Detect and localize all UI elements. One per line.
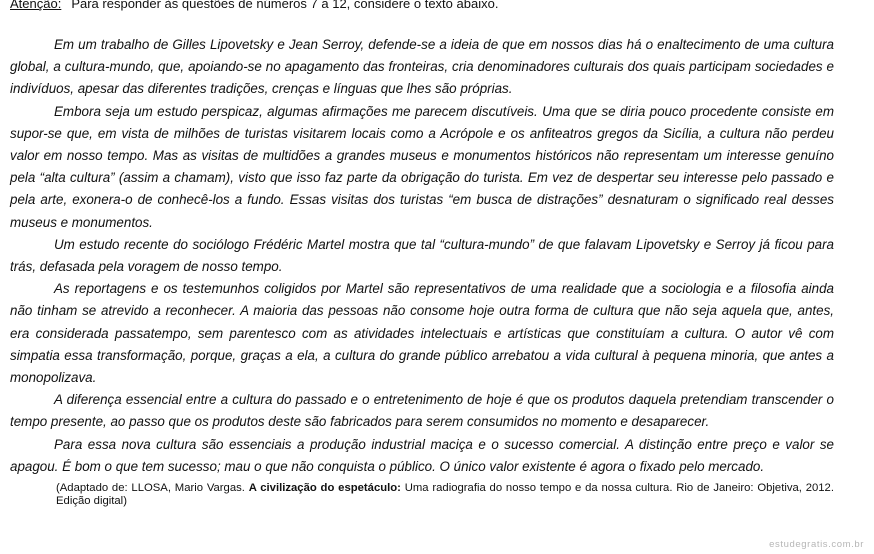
citation-prefix: (Adaptado de: LLOSA, Mario Vargas. xyxy=(56,482,249,495)
instruction-header xyxy=(10,0,834,12)
paragraph: Embora seja um estudo perspicaz, algumas afirmações me parecem discutíveis. Uma que se diria pouco procedente consiste em supor-se que, em vista de milhões de turistas visitarem locais como a Acrópole e os anfiteatros gregos da Sicília, a cultura não perdeu valor em nosso tempo. Mas as visitas de multidões a grandes museus e monumentos históricos não representam um interesse genuíno pela “alta cultura” (assim a chamam), visto que isso faz parte da obrigação do turista. Em vez de despertar seu interesse pelo passado e pela arte, exonera-o de conhecê-los a fundo. Essas visitas dos turistas “em busca de distrações” desnaturam o significado real desses museus e monumentos. xyxy=(10,103,834,230)
citation-book-title: A civilização do espetáculo: xyxy=(248,482,401,495)
citation-suffix: Uma radiografia do nosso tempo e da nossa cultura. Rio de Janeiro: Objetiva, 2012. Edição digital) xyxy=(56,482,834,508)
document-page xyxy=(10,0,834,509)
source-citation xyxy=(56,482,834,509)
instruction-text: Para responder às questões de números 7 a 12, considere o texto abaixo. xyxy=(71,0,499,11)
paragraph: Para essa nova cultura são essenciais a produção industrial maciça e o sucesso comercial. A distinção entre preço e valor se apagou. É bom o que tem sucesso; mau o que não conquista o público. O único valor existente é agora o fixado pelo mercado. xyxy=(10,436,834,474)
attention-label: Atenção: xyxy=(10,0,62,11)
paragraph: Um estudo recente do sociólogo Frédéric Martel mostra que tal “cultura-mundo” de que falavam Lipovetsky e Serroy já ficou para trás, defasada pela voragem de nosso tempo. xyxy=(10,236,834,275)
reading-text xyxy=(10,34,834,478)
paragraph: A diferença essencial entre a cultura do passado e o entretenimento de hoje é que os produtos daquela pretendiam transcender o tempo presente, ao passo que os produtos deste são fabricados para serem consumidos no momento e desaparecer. xyxy=(10,392,834,430)
paragraph: As reportagens e os testemunhos coligidos por Martel são representativos de uma realidade que a sociologia e a filosofia ainda não tinham se atrevido a reconhecer. A maioria das pessoas não consome hoje outra forma de cultura que não seja aquela que, antes, era considerada passatempo, sem parentesco com as atividades intelectuais e artísticas que constituíam a cultura. O autor vê com simpatia essa transformação, porque, graças a ela, a cultura do grande público arrebatou a vida cultural à pequena minoria, que antes a monopolizava. xyxy=(10,281,834,386)
paragraph: Em um trabalho de Gilles Lipovetsky e Jean Serroy, defende-se a ideia de que em nossos dias há o enaltecimento de uma cultura global, a cultura-mundo, que, apoiando-se no apagamento das fronteiras, cria denominadores culturais dos quais participam sociedades e indivíduos, apesar das diferentes tradições, crenças e línguas que lhes são próprias. xyxy=(10,37,834,97)
watermark: estudegratis.com.br xyxy=(769,539,864,550)
